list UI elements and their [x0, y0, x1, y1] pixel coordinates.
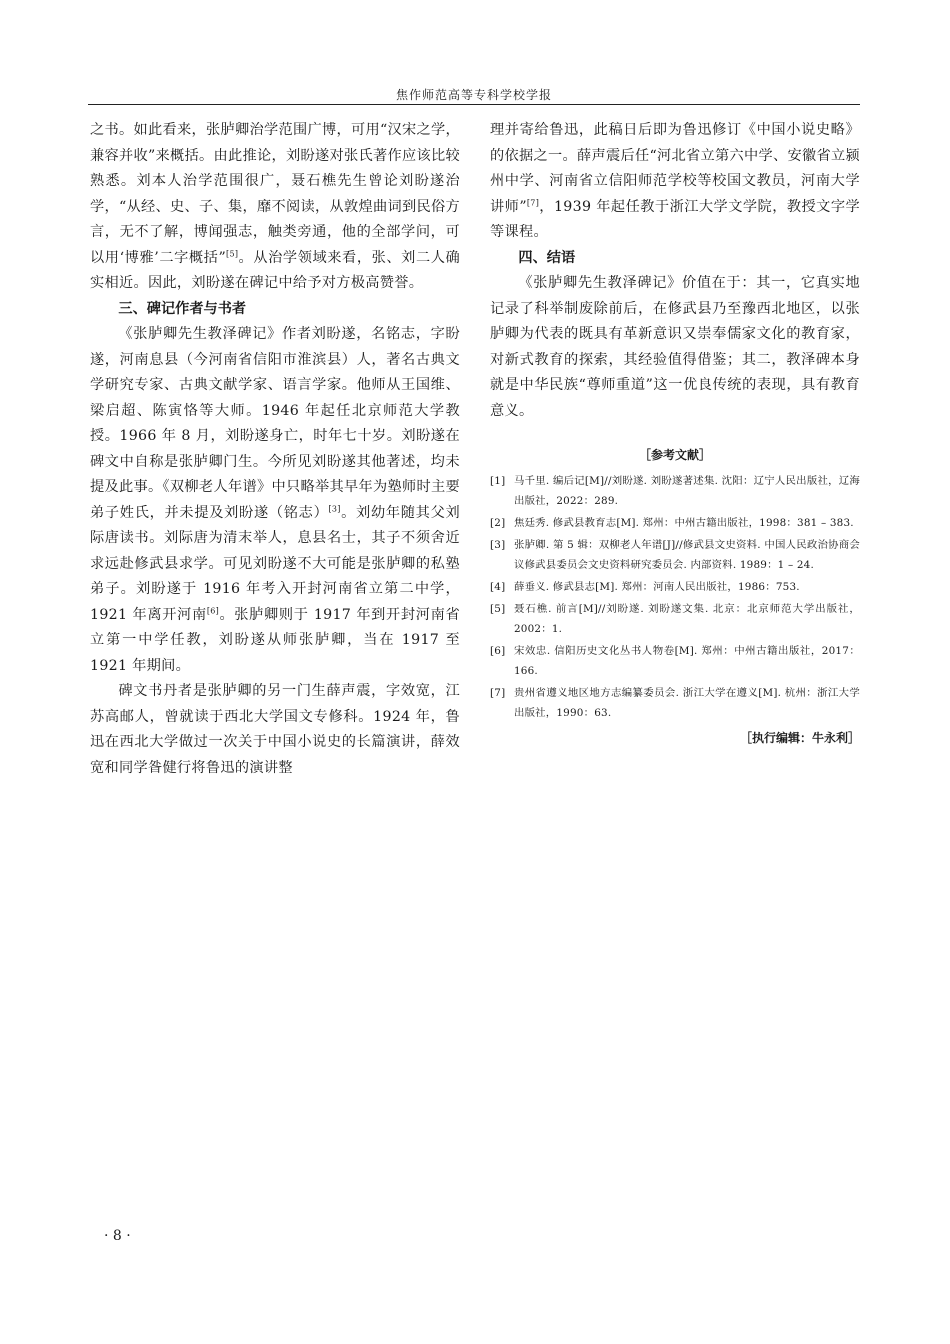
citation[interactable]: [7] — [526, 197, 540, 207]
right-column — [490, 118, 860, 746]
citation[interactable]: [3] — [328, 503, 341, 513]
running-head: 焦作师范高等专科学校学报 — [395, 88, 552, 102]
left-column — [90, 118, 460, 781]
page-number: · 8 · — [104, 1228, 131, 1244]
citation[interactable]: [5] — [226, 248, 239, 258]
references-title: ［参考文献］ — [638, 448, 711, 462]
paragraph: 理并寄给鲁迅，此稿日后即为鲁迅修订《中国小说史略》的依据之一。薛声震后任“河北省立第六中学、安徽省立颍州中学、河南省立信阳师范学校等校国文教员，河南大学讲师”[7]，1939 年起任教于浙江大学文学院，教授文字学等课程。 — [490, 122, 860, 240]
reference-item: [1] 马千里. 编后记[M]//刘盼遂. 刘盼遂著述集. 沈阳：辽宁人民出版社，辽海出版社，2022：289. — [490, 475, 860, 507]
executive-editor: ［执行编辑：牛永利］ — [739, 731, 860, 745]
reference-item: [3] 张胪卿. 第 5 辑：双柳老人年谱[J]//修武县文史资料. 中国人民政治协商会议修武县委员会文史资料研究委员会. 内部资料. 1989：1 – 24. — [490, 539, 860, 571]
references-list — [490, 471, 860, 723]
reference-item: [4] 薛垂义. 修武县志[M]. 郑州：河南人民出版社，1986：753. — [490, 581, 800, 593]
section-heading-4: 四、结语 — [518, 249, 576, 266]
header-rule — [88, 104, 860, 105]
conclusion-paragraph: 《张胪卿先生教泽碑记》价值在于：其一，它真实地记录了科举制废除前后，在修武县乃至豫西北地区，以张胪卿为代表的既具有革新意识又崇奉儒家文化的教育家，对新式教育的探索，其经验值得借鉴；其二，教泽碑本身就是中华民族“尊师重道”这一优良传统的表现，具有教育意义。 — [490, 275, 860, 419]
reference-item: [2] 焦廷秀. 修武县教育志[M]. 郑州：中州古籍出版社，1998：381 – 383. — [490, 517, 854, 529]
reference-item: [6] 宋效忠. 信阳历史文化丛书人物卷[M]. 郑州：中州古籍出版社，2017：166. — [490, 645, 860, 677]
section-heading-3: 三、碑记作者与书者 — [118, 300, 247, 317]
paragraph: 碑文书丹者是张胪卿的另一门生薛声震，字效宽，江苏高邮人，曾就读于西北大学国文专修科。1924 年，鲁迅在西北大学做过一次关于中国小说史的长篇演讲，薛效宽和同学昝健行将鲁迅的演讲整 — [90, 683, 460, 776]
paragraph: 《张胪卿先生教泽碑记》作者刘盼遂，名铭志，字盼遂，河南息县（今河南省信阳市淮滨县）人，著名古典文学研究专家、古典文献学家、语言学家。他师从王国维、梁启超、陈寅恪等大师。1946 年起任北京师范大学教授。1966 年 8 月，刘盼遂身亡，时年七十岁。刘盼遂在碑文中自称是张胪卿门生。今所见刘盼遂其他著述，均未提及此事。《双柳老人年谱》中只略举其早年为塾师时主要弟子姓氏，并未提及刘盼遂（铭志）[3]。刘幼年随其父刘际唐读书。刘际唐为清末举人，息县名士，其子不须舍近求远赴修武县求学。可见刘盼遂不大可能是张胪卿的私塾弟子。刘盼遂于 1916 年考入开封河南省立第二中学，1921 年离开河南[6]。张胪卿则于 1917 年到开封河南省立第一中学任教，刘盼遂从师张胪卿，当在 1917 至 1921 年期间。 — [90, 326, 460, 674]
citation[interactable]: [6] — [206, 605, 220, 615]
reference-item: [5] 聂石樵. 前言[M]//刘盼遂. 刘盼遂文集. 北京：北京师范大学出版社，2002：1. — [490, 603, 860, 635]
paragraph: 之书。如此看来，张胪卿治学范围广博，可用“汉宋之学，兼容并收”来概括。由此推论，刘盼遂对张氏著作应该比较熟悉。刘本人治学范围很广，聂石樵先生曾论刘盼遂治学，“从经、史、子、集，靡不阅读，从敦煌曲词到民俗方言，无不了解，博闻强志，触类旁通，他的全部学问，可以用‘博雅’二字概括”[5]。从治学领域来看，张、刘二人确实相近。因此，刘盼遂在碑记中给予对方极高赞誉。 — [90, 122, 460, 291]
reference-item: [7] 贵州省遵义地区地方志编纂委员会. 浙江大学在遵义[M]. 杭州：浙江大学出版社，1990：63. — [490, 687, 860, 719]
